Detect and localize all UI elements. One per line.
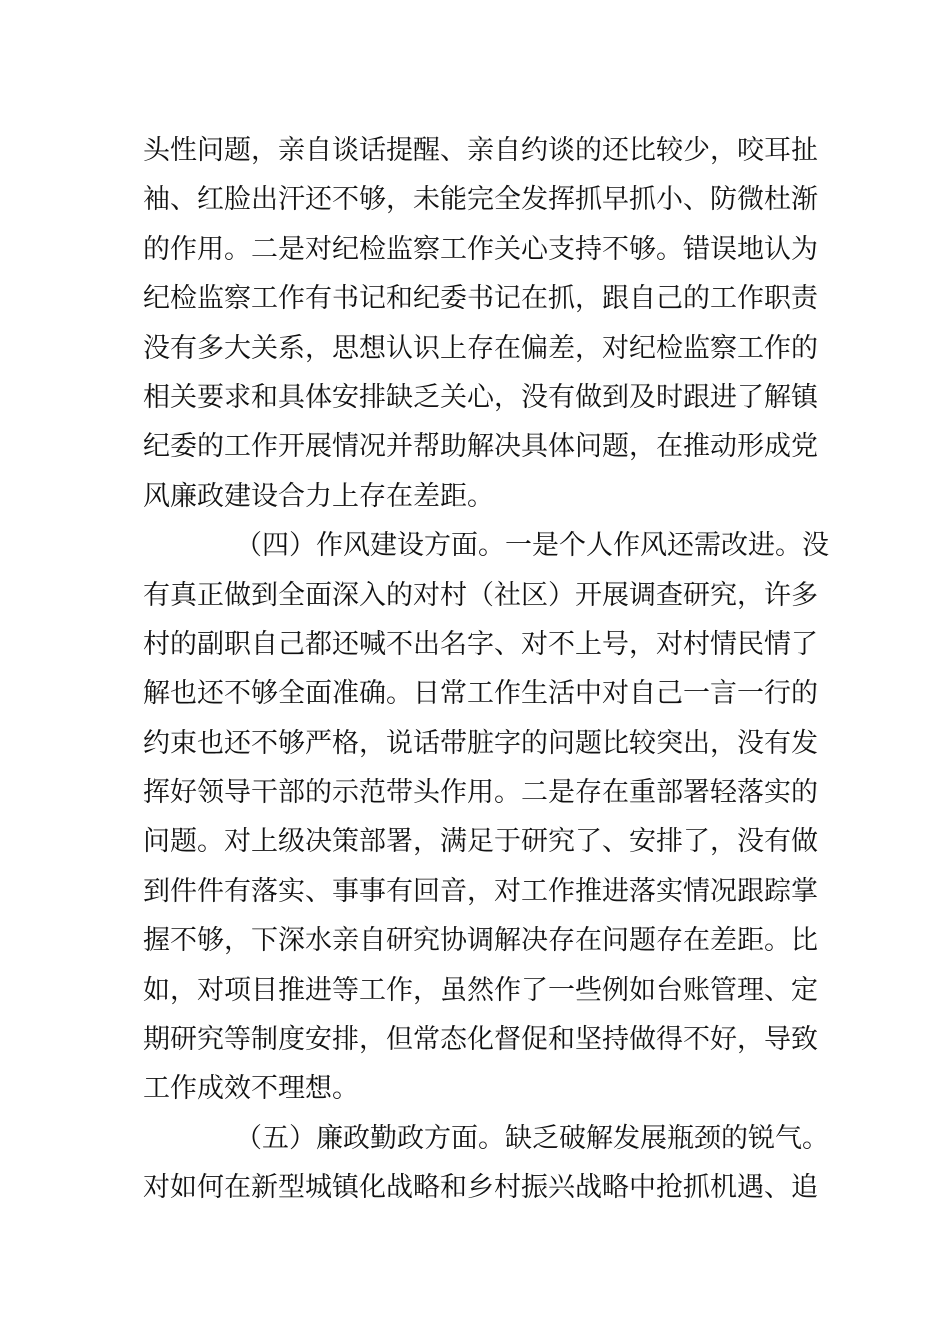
text-line: 纪检监察工作有书记和纪委书记在抓，跟自己的工作职责	[143, 283, 818, 315]
text-line: 挥好领导干部的示范带头作用。二是存在重部署轻落实的	[143, 777, 818, 809]
text-line: 纪委的工作开展情况并帮助解决具体问题，在推动形成党	[143, 431, 818, 463]
section-heading-line: （五）廉政勤政方面。缺乏破解发展瓶颈的锐气。	[235, 1122, 829, 1154]
text-line: 如，对项目推进等工作，虽然作了一些例如台账管理、定	[143, 974, 818, 1006]
text-line: 的作用。二是对纪检监察工作关心支持不够。错误地认为	[143, 233, 818, 265]
text-line: 工作成效不理想。	[143, 1073, 359, 1105]
text-line: 问题。对上级决策部署，满足于研究了、安排了，没有做	[143, 826, 818, 858]
text-line: 握不够，下深水亲自研究协调解决存在问题存在差距。比	[143, 925, 818, 957]
text-line: 有真正做到全面深入的对村（社区）开展调查研究，许多	[143, 579, 818, 611]
text-line: 到件件有落实、事事有回音，对工作推进落实情况跟踪掌	[143, 875, 818, 907]
text-line: 相关要求和具体安排缺乏关心，没有做到及时跟进了解镇	[143, 381, 818, 413]
text-line: 村的副职自己都还喊不出名字、对不上号，对村情民情了	[143, 628, 818, 660]
section-heading-line: （四）作风建设方面。一是个人作风还需改进。没	[235, 530, 829, 562]
text-line: 对如何在新型城镇化战略和乡村振兴战略中抢抓机遇、追	[143, 1172, 818, 1204]
text-line: 期研究等制度安排，但常态化督促和坚持做得不好，导致	[143, 1024, 818, 1056]
text-line: 解也还不够全面准确。日常工作生活中对自己一言一行的	[143, 678, 818, 710]
text-line: 没有多大关系，思想认识上存在偏差，对纪检监察工作的	[143, 332, 818, 364]
text-line: 风廉政建设合力上存在差距。	[143, 480, 494, 512]
text-line: 袖、红脸出汗还不够，未能完全发挥抓早抓小、防微杜渐	[143, 184, 818, 216]
text-line: 约束也还不够严格，说话带脏字的问题比较突出，没有发	[143, 727, 818, 759]
document-body	[143, 126, 829, 1213]
text-line: 头性问题，亲自谈话提醒、亲自约谈的还比较少，咬耳扯	[143, 135, 818, 166]
